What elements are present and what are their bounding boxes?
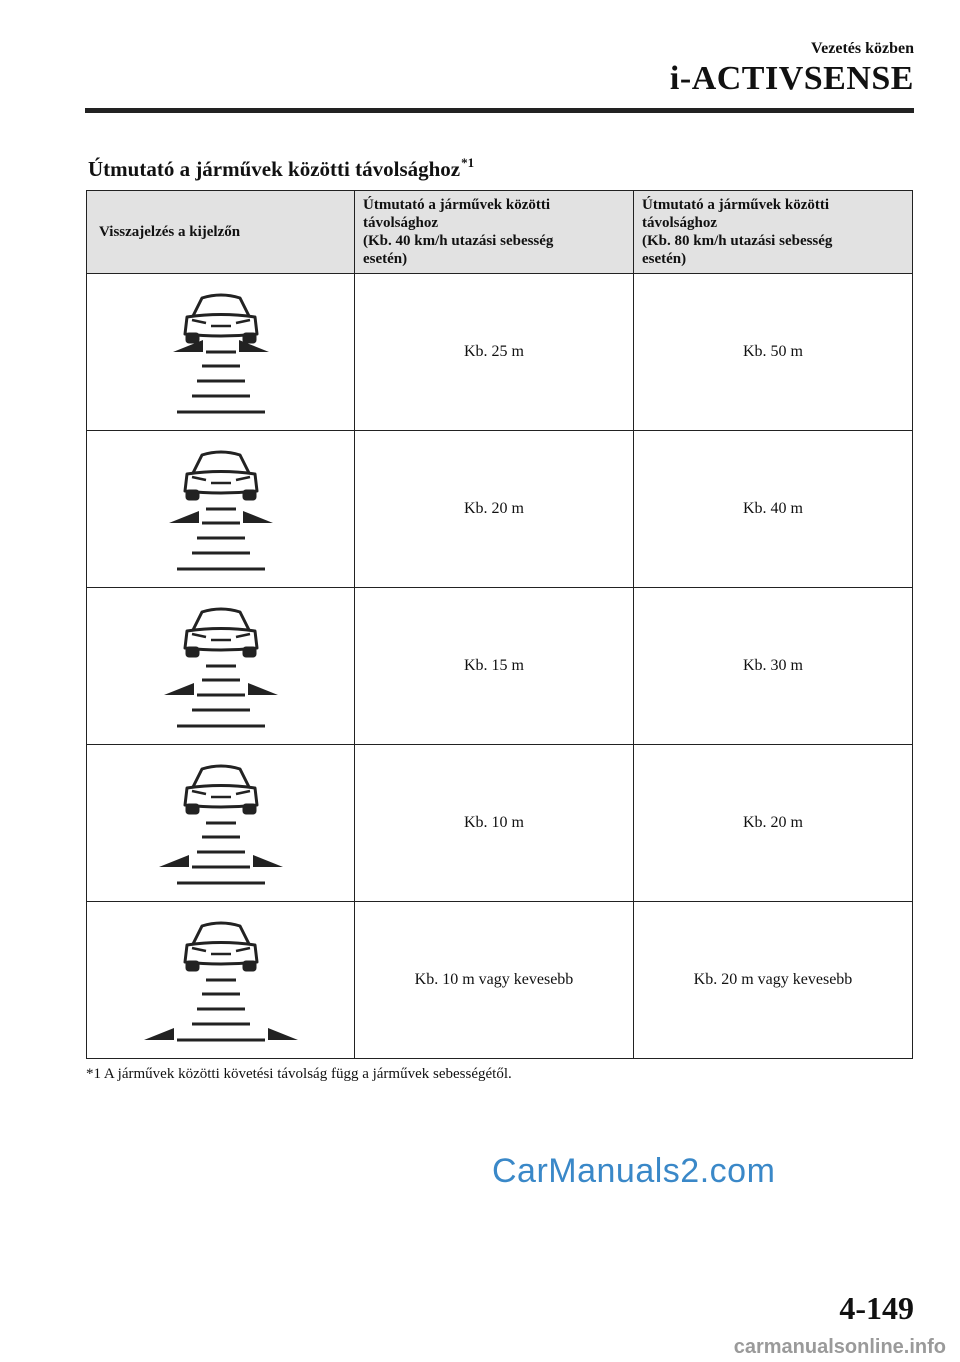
table-row: [87, 274, 913, 431]
header-distance-40: [355, 191, 634, 274]
distance-indicator-icon: [136, 916, 306, 1044]
distance-80-cell: Kb. 50 m: [634, 274, 913, 431]
car-roof: [193, 766, 249, 787]
header-line: Útmutató a járművek közötti: [642, 197, 830, 213]
distance-arrow-icon: [169, 511, 273, 523]
header-line: esetén): [642, 251, 687, 267]
distance-80-cell: Kb. 40 m: [634, 431, 913, 588]
car-front-icon: [185, 295, 257, 342]
car-wheel: [187, 805, 198, 813]
distance-arrow-right: [248, 683, 278, 695]
distance-arrow-right: [268, 1028, 298, 1040]
header-distance-80: [634, 191, 913, 274]
header-line: Útmutató a járművek közötti: [363, 197, 551, 213]
distance-40-cell: Kb. 15 m: [355, 588, 634, 745]
car-roof: [193, 609, 249, 630]
car-wheel: [187, 334, 198, 342]
car-wheel: [244, 334, 255, 342]
car-wheel: [187, 648, 198, 656]
header-line: (Kb. 80 km/h utazási sebesség: [642, 233, 833, 249]
distance-80-cell: Kb. 20 m: [634, 745, 913, 902]
table-row: [87, 745, 913, 902]
running-header-section: Vezetés közben: [811, 40, 914, 57]
distance-arrow-icon: [144, 1028, 298, 1040]
header-rule: [85, 108, 914, 113]
car-roof: [193, 923, 249, 944]
display-cell: [87, 745, 355, 902]
car-roof: [193, 295, 249, 316]
table-row: [87, 902, 913, 1059]
section-title-text: Útmutató a járművek közötti távolsághoz: [88, 157, 461, 181]
display-cell: [87, 274, 355, 431]
distance-arrow-right: [243, 511, 273, 523]
car-wheel: [187, 491, 198, 499]
distance-40-cell: Kb. 20 m: [355, 431, 634, 588]
distance-80-cell: Kb. 30 m: [634, 588, 913, 745]
header-line: esetén): [363, 251, 408, 267]
car-wheel: [244, 805, 255, 813]
page-number: 4-149: [839, 1290, 914, 1326]
car-front-icon: [185, 923, 257, 970]
distance-indicator-icon: [136, 602, 306, 730]
distance-arrow-left: [159, 855, 189, 867]
header-line: távolsághoz: [642, 215, 717, 231]
header-line: távolsághoz: [363, 215, 438, 231]
header-line: (Kb. 40 km/h utazási sebesség: [363, 233, 554, 249]
header-line: Visszajelzés a kijelzőn: [99, 224, 241, 240]
header-display-indication: [87, 191, 355, 274]
car-wheel: [244, 648, 255, 656]
car-front-icon: [185, 452, 257, 499]
display-cell: [87, 902, 355, 1059]
car-roof: [193, 452, 249, 473]
section-title-footnote-ref: *1: [461, 155, 475, 170]
distance-arrow-icon: [164, 683, 278, 695]
distance-indicator-icon: [136, 445, 306, 573]
table-row: [87, 431, 913, 588]
table-row: [87, 588, 913, 745]
distance-arrow-right: [253, 855, 283, 867]
watermark-logo: CarManuals2.com: [492, 1152, 776, 1190]
display-cell: [87, 588, 355, 745]
distance-indicator-icon: [136, 288, 306, 416]
distance-arrow-icon: [159, 855, 283, 867]
car-front-icon: [185, 766, 257, 813]
display-cell: [87, 431, 355, 588]
car-wheel: [244, 962, 255, 970]
table-header-row: [87, 191, 913, 274]
section-title: [88, 155, 474, 182]
distance-40-cell: Kb. 10 m vagy kevesebb: [355, 902, 634, 1059]
car-front-icon: [185, 609, 257, 656]
car-wheel: [244, 491, 255, 499]
distance-arrow-left: [144, 1028, 174, 1040]
distance-table: [86, 190, 913, 1059]
site-watermark: carmanualsonline.info: [733, 1336, 946, 1358]
distance-arrow-left: [169, 511, 199, 523]
footnote: *1 A járművek közötti követési távolság függ a járművek sebességétől.: [86, 1066, 512, 1082]
car-wheel: [187, 962, 198, 970]
distance-80-cell: Kb. 20 m vagy kevesebb: [634, 902, 913, 1059]
distance-40-cell: Kb. 10 m: [355, 745, 634, 902]
distance-40-cell: Kb. 25 m: [355, 274, 634, 431]
distance-indicator-icon: [136, 759, 306, 887]
running-header-chapter: i-ACTIVSENSE: [669, 60, 914, 97]
distance-arrow-left: [164, 683, 194, 695]
